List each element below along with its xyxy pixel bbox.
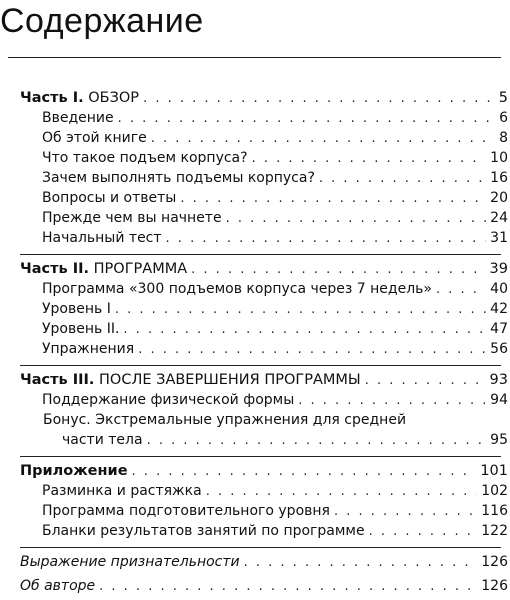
toc-entry[interactable] [0, 148, 510, 168]
leader-dots [151, 129, 495, 149]
leader-dots [252, 149, 487, 169]
page-number: 102 [481, 483, 508, 499]
entry-label: Прежде чем вы начнете [42, 210, 222, 226]
toc-entry[interactable] [0, 279, 510, 299]
toc-entry[interactable] [0, 339, 510, 359]
part-heading [0, 88, 139, 108]
entry-label: Упражнения [42, 341, 135, 357]
page-number: 94 [490, 392, 508, 408]
toc-entry[interactable] [0, 168, 510, 188]
leader-dots [298, 391, 486, 411]
entry-label: Об этой книге [42, 130, 147, 146]
page-title: Содержание [0, 2, 204, 40]
toc-entry[interactable] [0, 299, 510, 319]
toc-entry[interactable] [0, 319, 510, 339]
entry-label: Программа «300 подъемов корпуса через 7 недель» [42, 281, 432, 297]
entry-label: Начальный тест [42, 230, 162, 246]
leader-dots [147, 431, 487, 451]
part-heading [0, 370, 361, 390]
toc-entry[interactable] [0, 108, 510, 128]
leader-dots [118, 109, 495, 129]
entry-label: Вопросы и ответы [42, 190, 177, 206]
page-number: 126 [481, 554, 508, 570]
leader-dots [206, 482, 478, 502]
leader-dots [99, 577, 477, 597]
toc-entry[interactable] [0, 208, 510, 228]
entry-label: Программа подготовительного уровня [42, 503, 330, 519]
page-number: 116 [481, 503, 508, 519]
page-number: 8 [499, 130, 508, 146]
entry-label[interactable]: Бонус. Экстремальные упражнения для средней [43, 412, 407, 428]
entry-label: Введение [42, 110, 114, 126]
page-number: 101 [480, 463, 508, 479]
page-number: 126 [481, 578, 508, 594]
toc-appendix[interactable] [0, 461, 510, 481]
part-prefix: Часть III. [20, 372, 95, 388]
toc-part-3[interactable] [0, 370, 510, 390]
section-divider [20, 456, 501, 457]
leader-dots [334, 502, 477, 522]
entry-label: Об авторе [20, 578, 96, 594]
leader-dots [143, 89, 495, 109]
leader-dots [138, 340, 486, 360]
page-number: 95 [490, 432, 508, 448]
leader-dots [180, 189, 486, 209]
part-prefix: Приложение [20, 463, 128, 479]
entry-label: Разминка и растяжка [42, 483, 202, 499]
part-heading [0, 461, 128, 481]
page-number: 20 [490, 190, 508, 206]
toc-part-2[interactable] [0, 259, 510, 279]
toc-entry[interactable] [0, 228, 510, 248]
entry-label: Что такое подъем корпуса? [42, 150, 248, 166]
toc-entry[interactable] [0, 128, 510, 148]
part-heading [0, 259, 187, 279]
toc-entry[interactable] [0, 390, 510, 410]
toc-part-1[interactable] [0, 88, 510, 108]
page-number: 40 [490, 281, 508, 297]
page-number: 42 [490, 301, 508, 317]
toc-entry-acknowledgements[interactable] [0, 552, 510, 572]
leader-dots [115, 300, 486, 320]
toc-entry[interactable] [0, 501, 510, 521]
page-number: 93 [489, 372, 508, 388]
leader-dots [166, 229, 487, 249]
leader-dots [226, 209, 487, 229]
leader-dots [319, 169, 486, 189]
page-number: 16 [490, 170, 508, 186]
title-rule [8, 57, 501, 58]
page-number: 5 [498, 90, 508, 106]
entry-label: Бланки результатов занятий по программе [42, 523, 365, 539]
page-number: 39 [489, 261, 508, 277]
page-number: 10 [490, 150, 508, 166]
page-number: 122 [481, 523, 508, 539]
page-number: 31 [490, 230, 508, 246]
part-name: ОБЗОР [88, 90, 140, 106]
entry-label: Выражение признательности [20, 554, 240, 570]
section-divider [20, 254, 501, 255]
leader-dots [436, 280, 486, 300]
leader-dots [244, 553, 478, 573]
entry-label: Уровень II. [42, 321, 120, 337]
toc-entry[interactable] [0, 430, 510, 450]
part-name: ПРОГРАММА [93, 261, 188, 277]
page-number: 47 [490, 321, 508, 337]
part-prefix: Часть I. [20, 90, 84, 106]
entry-label: Поддержание физической формы [42, 392, 295, 408]
page-number: 6 [499, 110, 508, 126]
toc-entry[interactable] [0, 481, 510, 501]
leader-dots [132, 462, 477, 482]
entry-label-continued: части тела [62, 432, 143, 448]
page-number: 56 [490, 341, 508, 357]
toc-entry[interactable] [0, 521, 510, 541]
section-divider [20, 365, 501, 366]
entry-label: Уровень I [42, 301, 111, 317]
toc-entry[interactable] [0, 188, 510, 208]
leader-dots [123, 320, 486, 340]
section-divider [20, 547, 501, 548]
page-number: 24 [490, 210, 508, 226]
part-name: ПОСЛЕ ЗАВЕРШЕНИЯ ПРОГРАММЫ [99, 372, 361, 388]
leader-dots [369, 522, 478, 542]
leader-dots [191, 260, 485, 280]
toc-entry-about-author[interactable] [0, 576, 510, 596]
leader-dots [365, 371, 486, 391]
entry-label: Зачем выполнять подъемы корпуса? [42, 170, 315, 186]
part-prefix: Часть II. [20, 261, 90, 277]
